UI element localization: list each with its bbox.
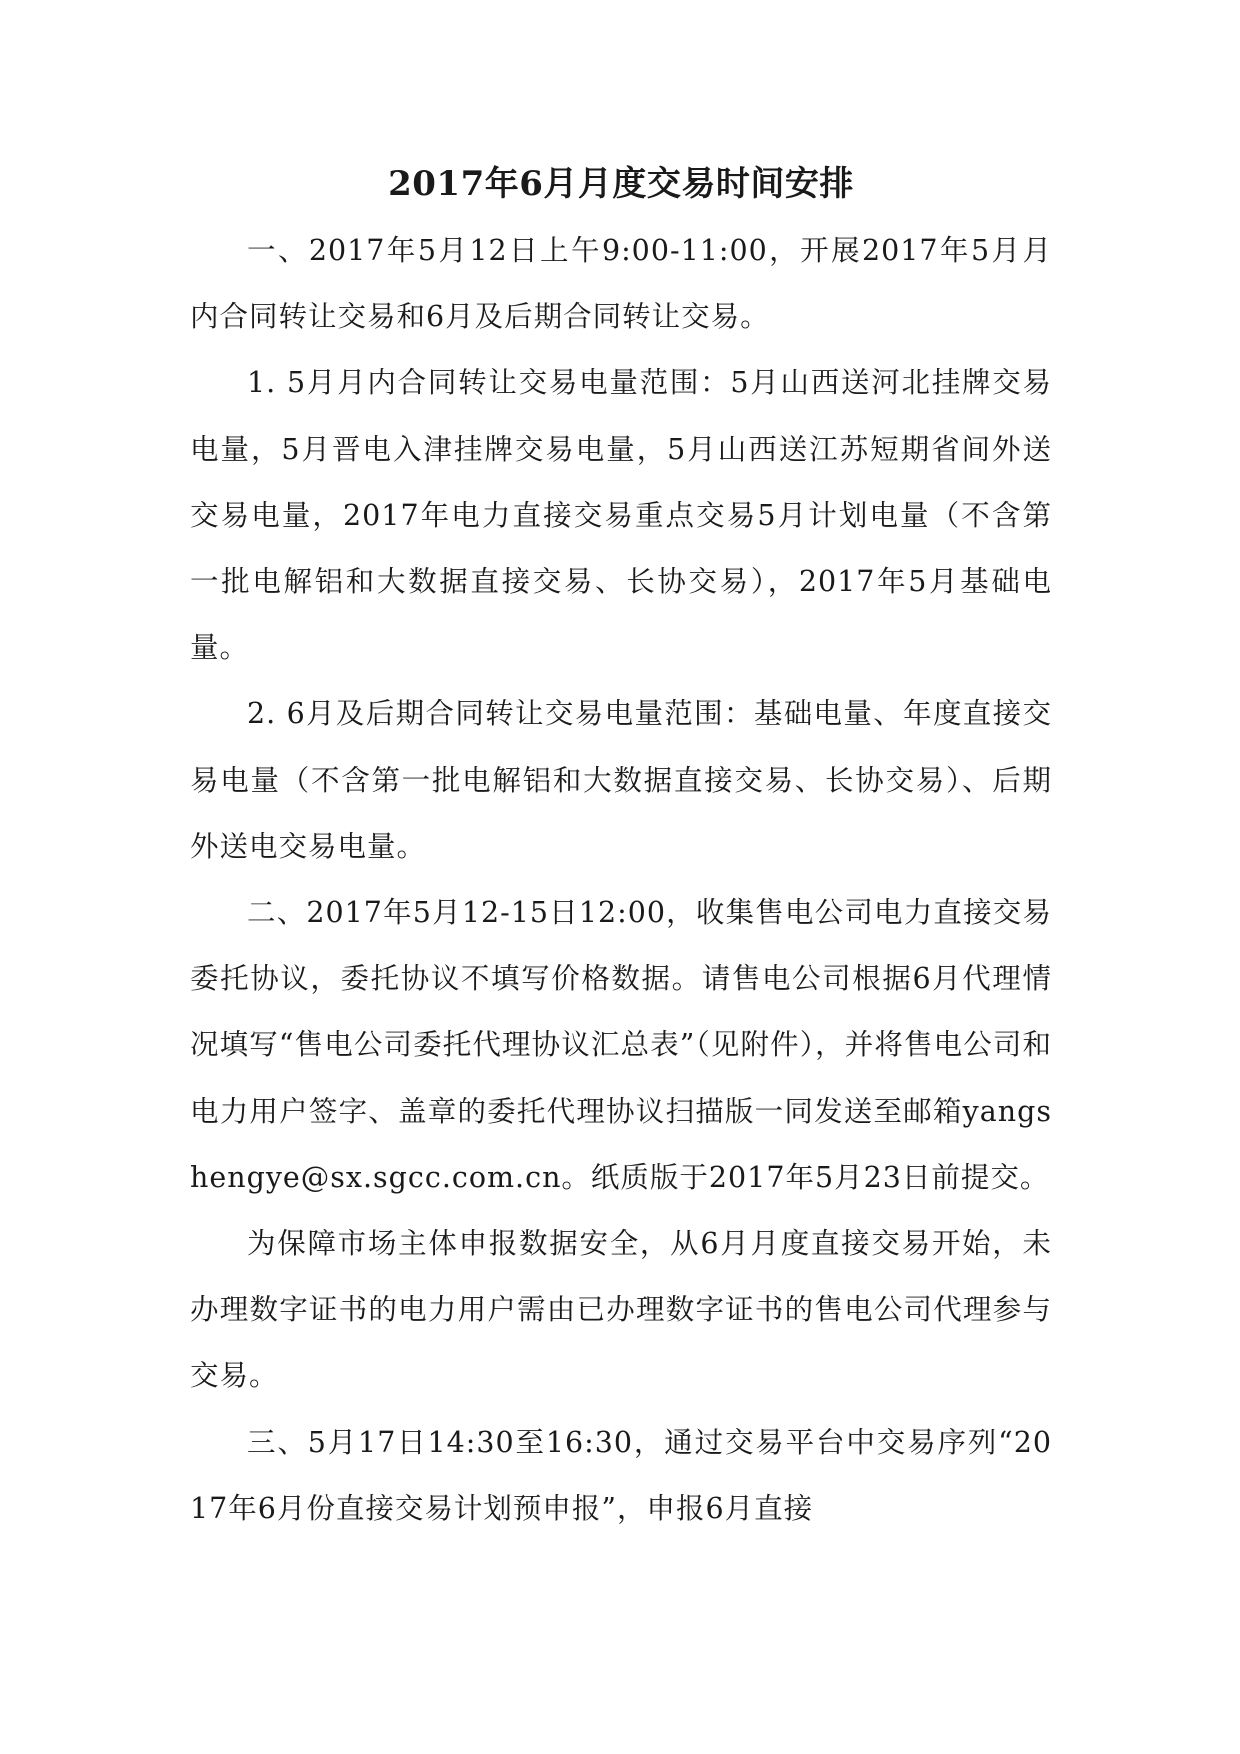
section-three-paragraph: 三、5月17日14:30至16:30，通过交易平台中交易序列“2017年6月份直接交易计划预申报”，申报6月直接	[190, 1425, 1052, 1525]
document-body	[190, 150, 1052, 1542]
item-one-paragraph: 1. 5月月内合同转让交易电量范围：5月山西送河北挂牌交易电量，5月晋电入津挂牌交易电量，5月山西送江苏短期省间外送交易电量，2017年电力直接交易重点交易5月计划电量（不含第一批电解铝和大数据直接交易、长协交易），2017年5月基础电量。	[190, 366, 1052, 665]
security-note-paragraph: 为保障市场主体申报数据安全，从6月月度直接交易开始，未办理数字证书的电力用户需由已办理数字证书的售电公司代理参与交易。	[190, 1227, 1052, 1393]
document-title: 2017年6月月度交易时间安排	[388, 164, 854, 204]
section-one-paragraph: 一、2017年5月12日上午9:00-11:00，开展2017年5月月内合同转让交易和6月及后期合同转让交易。	[190, 234, 1052, 334]
section-two-paragraph: 二、2017年5月12-15日12:00，收集售电公司电力直接交易委托协议，委托协议不填写价格数据。请售电公司根据6月代理情况填写“售电公司委托代理协议汇总表”（见附件），并将售电公司和电力用户签字、盖章的委托代理协议扫描版一同发送至邮箱yangshengye@sx.sgcc.com.cn。纸质版于2017年5月23日前提交。	[190, 896, 1052, 1194]
item-two-paragraph: 2. 6月及后期合同转让交易电量范围：基础电量、年度直接交易电量（不含第一批电解铝和大数据直接交易、长协交易）、后期外送电交易电量。	[190, 697, 1052, 863]
